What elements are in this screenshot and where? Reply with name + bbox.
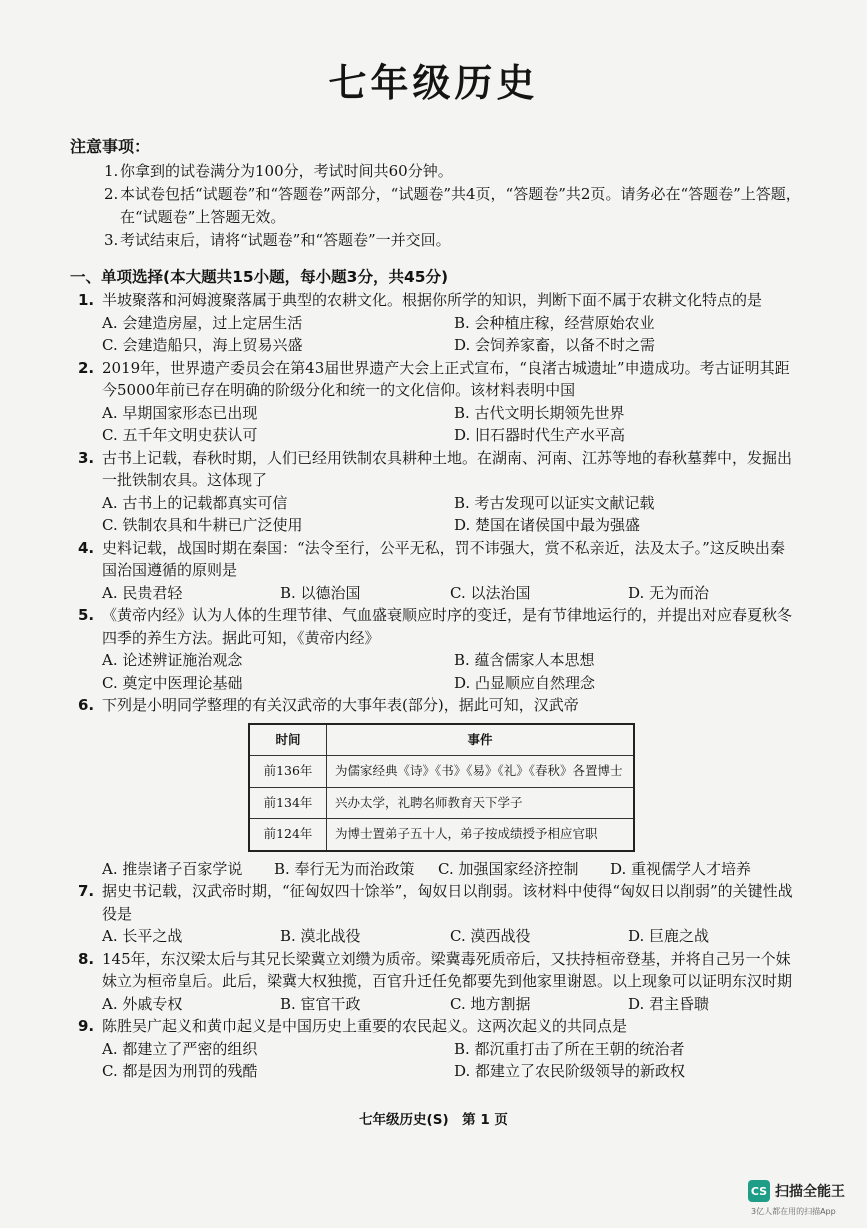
question-number: 4. — [78, 538, 95, 557]
notice-text: 考试结束后，请将“试题卷”和“答题卷”一并交回。 — [120, 231, 451, 249]
notice-text: 本试卷包括“试题卷”和“答题卷”两部分，“试题卷”共4页，“答题卷”共2页。请务必在“答题卷”上答题，在“试题卷”上答题无效。 — [120, 185, 801, 226]
answer-option: C. 地方割据 — [450, 994, 531, 1013]
question-number: 8. — [78, 949, 95, 968]
question-3 — [78, 447, 798, 537]
question-text: 145年，东汉梁太后与其兄长梁冀立刘缵为质帝。梁冀毒死质帝后，又扶持桓帝登基，并将自己另一个妹妹立为桓帝皇后。此后，梁冀大权独揽，百官升迁任免都要先到他家里谢恩。以上现象可以证明东汉时期 — [102, 949, 793, 990]
question-text: 古书上记载，春秋时期，人们已经用铁制农具耕种土地。在湖南、河南、江苏等地的春秋墓葬中，发掘出一批铁制农具。这体现了 — [102, 448, 793, 489]
table-header: 时间 — [249, 724, 327, 756]
scanner-watermark — [748, 1180, 845, 1202]
answer-option: B. 以德治国 — [280, 583, 361, 602]
answer-option: D. 无为而治 — [628, 583, 710, 602]
answer-option: A. 推崇诸子百家学说 — [102, 859, 243, 878]
answer-option: C. 铁制农具和牛耕已广泛使用 — [102, 516, 303, 534]
notice-list — [104, 160, 804, 252]
question-stem — [78, 880, 798, 925]
answer-option: C. 五千年文明史获认可 — [102, 426, 258, 444]
question-number: 1. — [78, 291, 95, 309]
question-text: 《黄帝内经》认为人体的生理节律、气血盛衰顺应时序的变迁，是有节律地运行的，并提出对应春夏秋冬四季的养生方法。据此可知，《黄帝内经》 — [102, 606, 793, 647]
question-number: 7. — [78, 882, 95, 900]
question-stem — [78, 1015, 798, 1038]
page-footer: 七年级历史(S) 第 1 页 — [359, 1112, 508, 1128]
table-cell-time: 前136年 — [249, 756, 327, 788]
answer-option: D. 都建立了农民阶级领导的新政权 — [454, 1062, 686, 1080]
table-header: 事件 — [327, 724, 635, 756]
question-9 — [78, 1015, 798, 1083]
section-heading: 一、单项选择(本大题共15小题，每小题3分，共45分) — [70, 268, 449, 286]
page-title: 七年级历史 — [328, 61, 539, 105]
answer-option: C. 会建造船只，海上贸易兴盛 — [102, 336, 303, 354]
answer-option: D. 凸显顺应自然理念 — [454, 673, 596, 692]
answer-option: B. 宦官干政 — [280, 994, 361, 1013]
answer-option: D. 楚国在诸侯国中最为强盛 — [454, 516, 641, 534]
answer-option: B. 考古发现可以证实文献记载 — [454, 493, 655, 512]
question-list — [78, 289, 798, 1083]
answer-option: D. 巨鹿之战 — [628, 927, 710, 945]
question-stem — [78, 694, 798, 717]
notice-item — [104, 160, 804, 183]
answer-option: B. 奉行无为而治政策 — [274, 859, 415, 878]
answer-options — [102, 858, 798, 881]
question-text: 下列是小明同学整理的有关汉武帝的大事年表(部分)，据此可知，汉武帝 — [102, 696, 579, 714]
table-row — [249, 787, 634, 819]
question-6 — [78, 694, 798, 880]
answer-option: B. 古代文明长期领先世界 — [454, 403, 625, 422]
notice-number: 1. — [104, 162, 119, 180]
answer-option: B. 会种植庄稼，经营原始农业 — [454, 313, 655, 332]
question-stem — [78, 357, 798, 402]
watermark-name: 扫描全能王 — [775, 1184, 845, 1200]
question-stem — [78, 447, 798, 492]
answer-option: A. 早期国家形态已出现 — [102, 403, 258, 422]
question-stem — [78, 537, 798, 582]
answer-option: A. 民贵君轻 — [102, 583, 183, 602]
answer-option: A. 论述辨证施治观念 — [102, 651, 243, 669]
question-7 — [78, 880, 798, 948]
notice-item — [104, 229, 804, 252]
answer-option: A. 长平之战 — [102, 927, 183, 945]
question-number: 9. — [78, 1017, 95, 1035]
answer-options — [102, 402, 798, 447]
answer-option: C. 以法治国 — [450, 583, 531, 602]
question-4 — [78, 537, 798, 605]
answer-option: B. 蕴含儒家人本思想 — [454, 651, 595, 669]
table-header-row — [249, 724, 634, 756]
question-text: 据史书记载，汉武帝时期，“征匈奴四十馀举”，匈奴日以削弱。该材料中使得“匈奴日以削弱”的关键性战役是 — [102, 882, 793, 923]
notice-number: 3. — [104, 231, 119, 249]
answer-options — [102, 925, 798, 948]
notice-heading: 注意事项： — [70, 137, 151, 156]
table-cell-event: 为儒家经典《诗》《书》《易》《礼》《春秋》各置博士 — [327, 756, 635, 788]
watermark-tagline: 3亿人都在用的扫描App — [751, 1207, 836, 1216]
question-stem — [78, 948, 798, 993]
answer-option: A. 古书上的记载都真实可信 — [102, 493, 288, 512]
chronology-table — [248, 723, 635, 852]
question-text: 陈胜吴广起义和黄巾起义是中国历史上重要的农民起义。这两次起义的共同点是 — [102, 1017, 628, 1035]
question-number: 2. — [78, 358, 95, 377]
answer-options — [102, 649, 798, 694]
answer-option: B. 都沉重打击了所在王朝的统治者 — [454, 1039, 685, 1058]
table-row — [249, 756, 634, 788]
notice-number: 2. — [104, 185, 119, 203]
camscanner-logo-icon: CS — [748, 1180, 770, 1202]
question-1 — [78, 289, 798, 357]
table-cell-event: 为博士置弟子五十人，弟子按成绩授予相应官职 — [327, 819, 635, 851]
question-text: 史料记载，战国时期在秦国：“法令至行，公平无私，罚不讳强大，赏不私亲近，法及太子。”这反映出秦国治国遵循的原则是 — [102, 538, 785, 579]
question-2 — [78, 357, 798, 447]
answer-option: A. 外戚专权 — [102, 994, 183, 1013]
answer-option: D. 旧石器时代生产水平高 — [454, 426, 626, 444]
question-8 — [78, 948, 798, 1016]
table-row — [249, 819, 634, 851]
question-text: 半坡聚落和河姆渡聚落属于典型的农耕文化。根据你所学的知识，判断下面不属于农耕文化特点的是 — [102, 291, 763, 309]
answer-options — [102, 582, 798, 605]
table-cell-event: 兴办太学，礼聘名师教育天下学子 — [327, 787, 635, 819]
notice-item — [104, 183, 804, 229]
answer-option: B. 漠北战役 — [280, 927, 361, 945]
answer-option: A. 会建造房屋，过上定居生活 — [102, 313, 303, 332]
answer-options — [102, 993, 798, 1016]
question-stem — [78, 604, 798, 649]
question-5 — [78, 604, 798, 694]
answer-option: D. 重视儒学人才培养 — [610, 859, 752, 878]
answer-options — [102, 1038, 798, 1083]
question-text: 2019年，世界遗产委员会在第43届世界遗产大会上正式宣布，“良渚古城遗址”申遗成功。考古证明其距今5000年前已存在明确的阶级分化和统一的文化信仰。该材料表明中国 — [102, 358, 790, 399]
answer-option: C. 漠西战役 — [450, 927, 531, 945]
answer-option: A. 都建立了严密的组织 — [102, 1039, 258, 1058]
question-number: 6. — [78, 696, 95, 714]
answer-option: D. 君主昏聩 — [628, 994, 710, 1013]
question-number: 5. — [78, 606, 95, 624]
answer-option: C. 都是因为刑罚的残酷 — [102, 1062, 258, 1080]
answer-options — [102, 312, 798, 357]
notice-text: 你拿到的试卷满分为100分，考试时间共60分钟。 — [120, 162, 453, 180]
answer-option: C. 加强国家经济控制 — [438, 859, 579, 878]
table-cell-time: 前134年 — [249, 787, 327, 819]
answer-option: D. 会饲养家畜，以备不时之需 — [454, 336, 656, 354]
question-number: 3. — [78, 448, 95, 467]
table-cell-time: 前124年 — [249, 819, 327, 851]
answer-option: C. 奠定中医理论基础 — [102, 673, 243, 692]
question-stem — [78, 289, 798, 312]
answer-options — [102, 492, 798, 537]
